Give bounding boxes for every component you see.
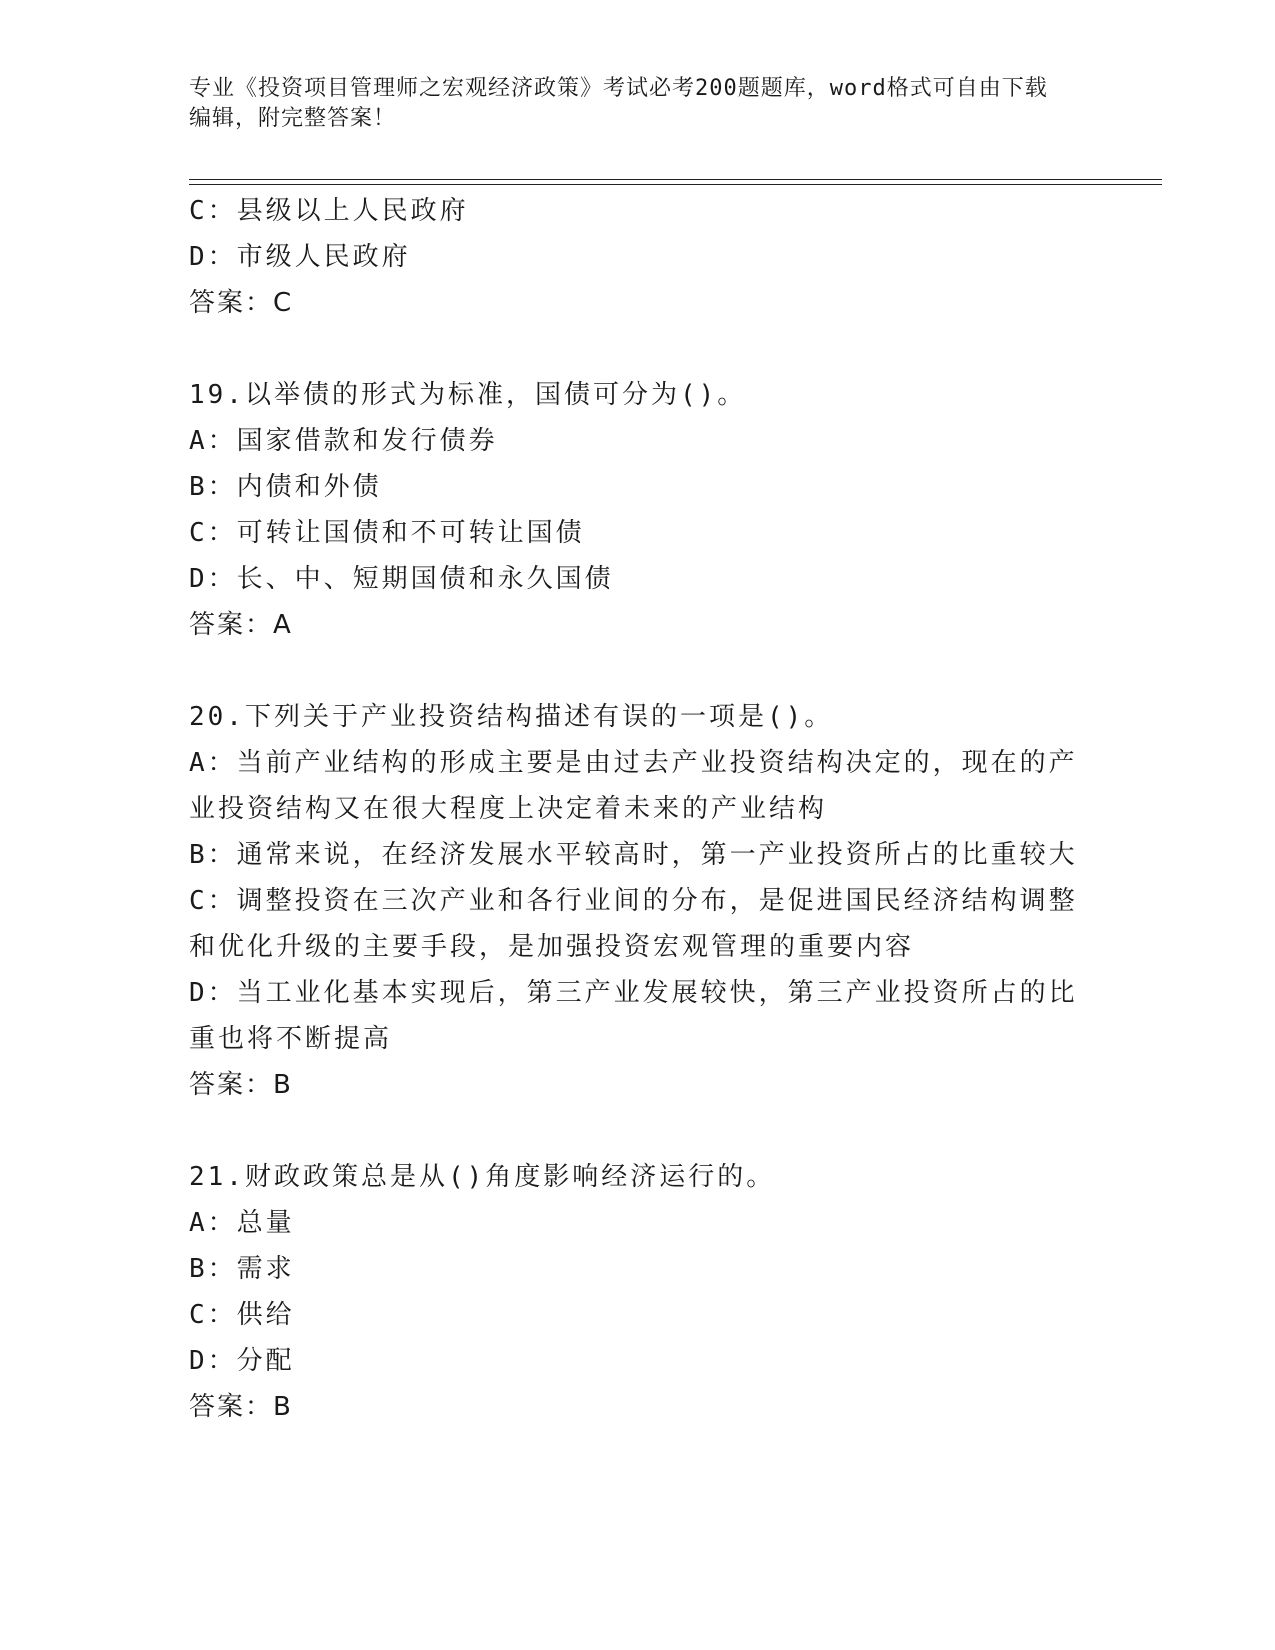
option-a: A：国家借款和发行债券: [189, 426, 498, 456]
previous-question-tail: [189, 188, 1084, 326]
question-20: [189, 694, 1084, 1108]
option-c: C：可转让国债和不可转让国债: [189, 518, 585, 548]
option-d: D：当工业化基本实现后，第三产业发展较快，第三产业投资所占的比重也将不断提高: [189, 978, 1078, 1054]
answer-line: 答案：B: [189, 1392, 293, 1422]
question-19: [189, 372, 1084, 648]
option-c: C：供给: [189, 1300, 295, 1330]
answer-line: 答案：C: [189, 288, 294, 318]
answer-line: 答案：B: [189, 1070, 293, 1100]
option-d: D：长、中、短期国债和永久国债: [189, 564, 614, 594]
question-stem: 21.财政政策总是从()角度影响经济运行的。: [189, 1162, 776, 1192]
option-b: B：通常来说，在经济发展水平较高时，第一产业投资所占的比重较大: [189, 840, 1078, 870]
option-d: D：市级人民政府: [189, 242, 411, 272]
option-b: B：内债和外债: [189, 472, 382, 502]
question-content: [189, 188, 1084, 1430]
question-stem: 19.以举债的形式为标准，国债可分为()。: [189, 380, 747, 410]
question-stem: 20.下列关于产业投资结构描述有误的一项是()。: [189, 702, 834, 732]
document-header: 专业《投资项目管理师之宏观经济政策》考试必考200题题库，word格式可自由下载编辑，附完整答案！: [189, 76, 1048, 131]
option-c: C：调整投资在三次产业和各行业间的分布，是促进国民经济结构调整和优化升级的主要手段，是加强投资宏观管理的重要内容: [189, 886, 1078, 962]
header-divider-bottom: [189, 184, 1162, 185]
option-b: B：需求: [189, 1254, 295, 1284]
option-c: C：县级以上人民政府: [189, 196, 469, 226]
option-a: A：总量: [189, 1208, 295, 1238]
header-divider-top: [189, 179, 1162, 180]
option-a: A：当前产业结构的形成主要是由过去产业投资结构决定的，现在的产业投资结构又在很大程度上决定着未来的产业结构: [189, 748, 1078, 824]
option-d: D：分配: [189, 1346, 295, 1376]
question-21: [189, 1154, 1084, 1430]
answer-line: 答案：A: [189, 610, 293, 640]
